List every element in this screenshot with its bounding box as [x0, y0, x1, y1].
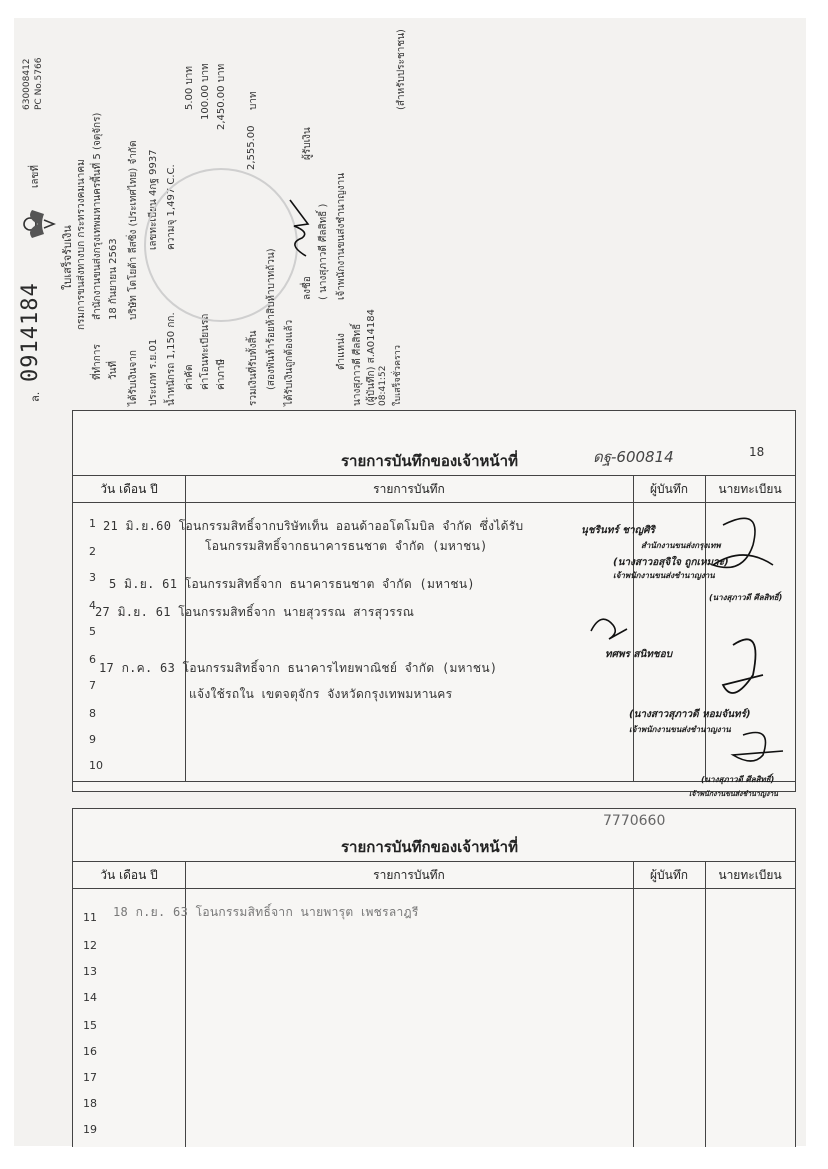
total-label: รวมเงินที่รับทั้งสิ้น [248, 330, 259, 406]
table1-page-number: 18 [749, 445, 765, 459]
receipt-book-label: เลขที่ [30, 165, 41, 188]
officer-signature: ทศพร สนิทชอบ [605, 649, 673, 660]
row-number: 7 [89, 679, 96, 692]
header-record: รายการบันทึก [373, 482, 445, 496]
receipt-book-number: 630008412 [22, 58, 32, 110]
officer-signature: เจ้าพนักงานขนส่งชำนาญงาน [629, 725, 731, 734]
total-baht: บาท [248, 91, 259, 110]
table2-stamp-code: 7770660 [603, 813, 666, 829]
row-number: 2 [89, 545, 96, 558]
row-number: 9 [89, 733, 96, 746]
receipt-rotated [14, 18, 806, 410]
item1-amount: 5.00 บาท [184, 66, 195, 110]
header-registrar: นายทะเบียน [718, 482, 782, 496]
cc-label: ความจุ 1,497 C.C. [166, 164, 177, 250]
receipt-issuer: กรมการขนส่งทางบก กระทรวงคมนาคม [76, 159, 87, 330]
table1-stamp-code: ดฐ-600814 [593, 448, 674, 466]
header-record: รายการบันทึก [373, 868, 445, 882]
officer-record-table-2 [72, 808, 796, 1147]
officer-signature: สำนักงานขนส่งกรุงเทพ [641, 541, 721, 550]
row-number: 1 [89, 517, 96, 530]
row-number: 17 [83, 1071, 97, 1084]
receiver-label: ผู้รับเงิน [302, 127, 313, 160]
registrar-signatures [703, 505, 793, 775]
received-from-value: บริษัท โตโยต้า ลีสซิ่ง (ประเทศไทย) จำกัด [128, 140, 139, 320]
receipt-time: 08:41:52 [378, 365, 388, 406]
row-number: 19 [83, 1123, 97, 1136]
officer-signature: นุชรินทร์ ชาญศิริ [581, 525, 655, 536]
header-recorder: ผู้บันทึก [649, 482, 689, 496]
receipt-heading: ใบเสร็จรับเงิน [61, 225, 74, 290]
record-entry: โอนกรรมสิทธิ์จากธนาคารธนชาต จำกัด (มหาชน) [205, 539, 488, 553]
header-date: วัน เดือน ปี [100, 868, 158, 882]
date-label: วันที่ [108, 360, 119, 380]
row-number: 12 [83, 939, 97, 952]
receiver-name: ( นางสุภาวดี ศีลสิทธิ์ ) [318, 203, 329, 300]
officer-signature: (นางสาวสุภาวดี หอมจันทร์) [629, 709, 751, 720]
type-label: ประเภท ร.ย.01 [148, 338, 159, 406]
row-number: 16 [83, 1045, 97, 1058]
position-label: ตำแหน่ง [336, 333, 347, 370]
row-number: 6 [89, 653, 96, 666]
row-number: 11 [83, 911, 97, 924]
row-number: 8 [89, 707, 96, 720]
receipt-pc-number: PC No.5766 [34, 57, 44, 110]
garuda-emblem-icon [16, 204, 56, 244]
row-number: 15 [83, 1019, 97, 1032]
table2-header [73, 861, 795, 889]
header-date: วัน เดือน ปี [100, 482, 158, 496]
officer-signature: เจ้าพนักงานขนส่งชำนาญงาน [613, 571, 715, 580]
office-value: สำนักงานขนส่งกรุงเทพมหานครพื้นที่ 5 (จตุจักร) [92, 112, 103, 320]
officer-signature: (นางสุภาวดี ศีลสิทธิ์) [701, 775, 775, 784]
item2-label: ค่าโอนทะเบียนรถ [200, 313, 211, 390]
officer-signature: (นางสุภาวดี ศีลสิทธิ์) [709, 593, 783, 602]
receiver-signature [284, 190, 314, 260]
record-entry: 21 มิ.ย.60 โอนกรรมสิทธิ์จากบริษัทเท็น ออนด้าออโตโมบิล จำกัด ซึ่งได้รับ [103, 519, 524, 533]
row-number: 14 [83, 991, 97, 1004]
row-number: 3 [89, 571, 96, 584]
position-value: เจ้าพนักงานขนส่งชำนาญงาน [336, 172, 347, 300]
receipt-section [14, 18, 806, 410]
row-number: 18 [83, 1097, 97, 1110]
office-label: ที่ทำการ [92, 344, 103, 380]
table1-header [73, 475, 795, 503]
item3-amount: 2,450.00 บาท [216, 63, 227, 130]
receipt-footer: (สำหรับประชาชน) [396, 29, 407, 110]
record-entry: 17 ก.ค. 63 โอนกรรมสิทธิ์จาก ธนาคารไทยพาณิชย์ จำกัด (มหาชน) [99, 661, 498, 675]
item3-label: ค่าภาษี [216, 358, 227, 390]
receipt-number: 0914184 [18, 282, 43, 382]
table2-divider [705, 861, 706, 1147]
total-text: (สองพันห้าร้อยห้าสิบห้าบาทถ้วน) [266, 248, 277, 390]
row-number: 4 [89, 599, 96, 612]
item2-amount: 100.00 บาท [200, 63, 211, 120]
record-entry: 27 มิ.ย. 61 โอนกรรมสิทธิ์จาก นายสุวรรณ สารสุวรรณ [95, 605, 415, 619]
record-entry: 18 ก.ย. 63 โอนกรรมสิทธิ์จาก นายพารุต เพชรลาฎรี [113, 905, 419, 919]
officer-record-table-1 [72, 410, 796, 798]
record-entry: แจ้งใช้รถใน เขตจตุจักร จังหวัดกรุงเทพมหานคร [189, 687, 453, 701]
table1-title: รายการบันทึกของเจ้าหน้าที่ [341, 452, 518, 470]
received-from-label: ได้รับเงินจาก [128, 350, 139, 406]
row-number: 13 [83, 965, 97, 978]
header-registrar: นายทะเบียน [718, 868, 782, 882]
weight-label: น้ำหนักรถ 1,150 กก. [166, 312, 177, 406]
table2-divider [633, 861, 634, 1147]
header-recorder: ผู้บันทึก [649, 868, 689, 882]
item1-label: ค่าคัด [184, 364, 195, 390]
recorder-signature [589, 611, 629, 645]
table1-bottom-rule [73, 781, 795, 782]
record-entry: 5 มิ.ย. 61 โอนกรรมสิทธิ์จาก ธนาคารธนชาต จำกัด (มหาชน) [109, 577, 475, 591]
officer-signature: เจ้าพนักงานขนส่งชำนาญงาน [689, 790, 778, 798]
row-number: 10 [89, 759, 103, 772]
table2-title: รายการบันทึกของเจ้าหน้าที่ [341, 838, 518, 856]
date-value: 18 กันยายน 2563 [108, 238, 119, 320]
cashier-name: นางสุภาวดี ศีลสิทธิ์ [352, 323, 363, 406]
row-number: 5 [89, 625, 96, 638]
total-amount: 2,555.00 [246, 125, 257, 170]
cashier-code: (ผู้บันทึก) ส.A014184 [366, 309, 377, 406]
received-note: ได้รับเงินถูกต้องแล้ว [284, 319, 295, 406]
receipt-prefix: ล. [29, 391, 42, 402]
plate-label: เลขทะเบียน 4กฐ 9937 [148, 149, 159, 250]
officer-signature: (นางสาวอสุจิใจ ถูกเหมาะ) [613, 557, 729, 568]
receipt-time-note: ใบเสร็จชั่วคราว [393, 345, 403, 406]
sign-label: ลงชื่อ [302, 276, 313, 300]
